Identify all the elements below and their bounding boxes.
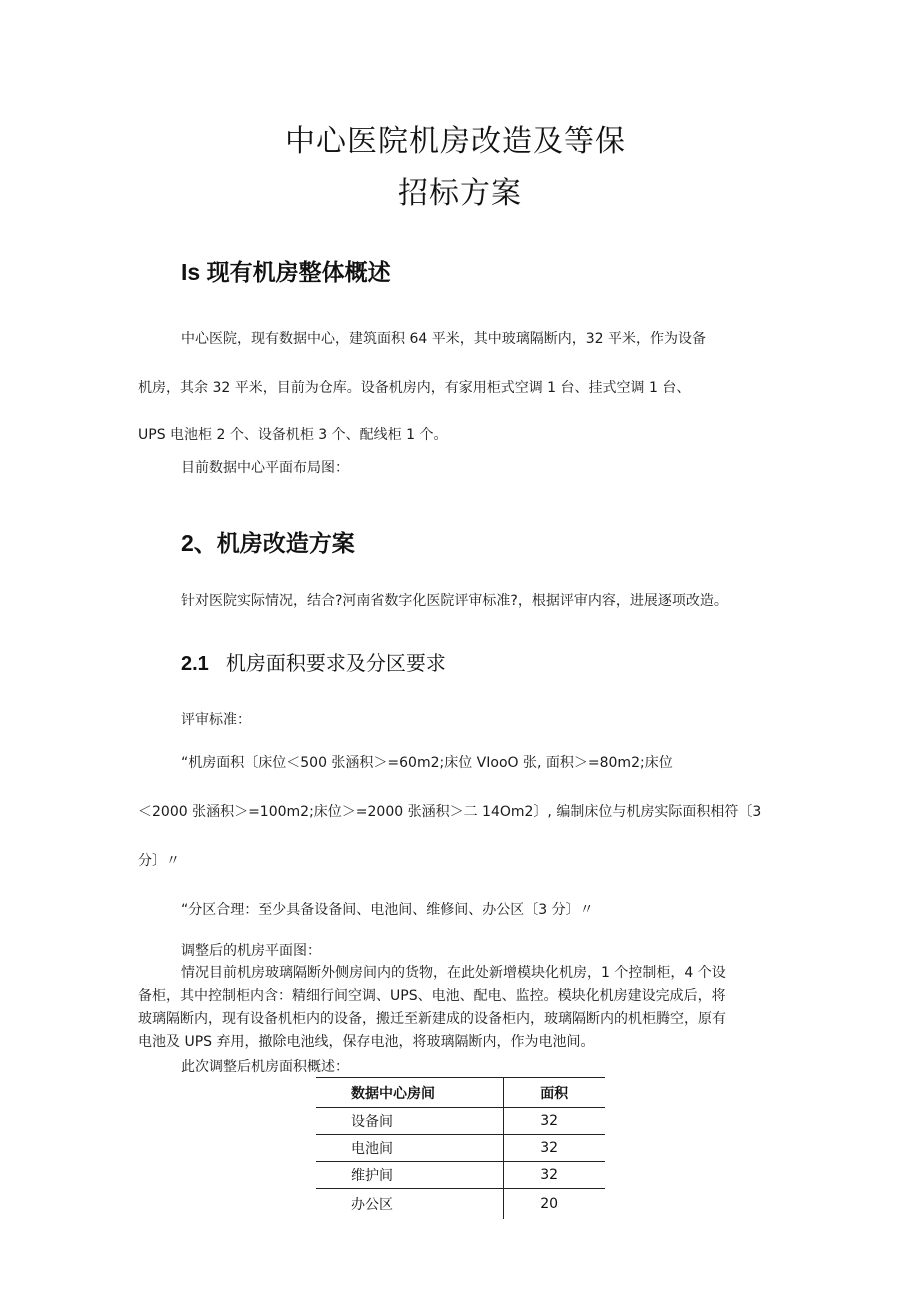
- section-2-1-heading: [181, 647, 446, 676]
- paragraph-line: 机房，其余 32 平米，目前为仓库。设备机房内，有家用柜式空调 1 台、挂式空调 1 台、: [138, 380, 691, 396]
- table-row: [316, 1135, 605, 1162]
- doc-title-line2: 招标方案: [398, 176, 522, 211]
- section-number: 2.1: [181, 653, 209, 675]
- paragraph-line: 针对医院实际情况，结合?河南省数字化医院评审标准?，根据评审内容，进展逐项改造。: [181, 593, 728, 609]
- table-row: [316, 1162, 605, 1189]
- table-header-cell: 数据中心房间: [316, 1078, 504, 1108]
- table-row: [316, 1189, 605, 1220]
- table-cell: 32: [504, 1108, 605, 1135]
- quote-line: “机房面积〔床位＜500 张涵积＞=60m2;床位 VIooO 张, 面积＞=80m2;床位: [181, 755, 673, 771]
- quote-line: 分〕〃: [138, 853, 180, 869]
- doc-title-line1: 中心医院机房改造及等保: [285, 124, 626, 159]
- table-row: [316, 1108, 605, 1135]
- table-cell: 20: [540, 1196, 559, 1212]
- quote-line: “分区合理：至少具备设备间、电池间、维修间、办公区〔3 分〕〃: [181, 902, 594, 918]
- table-cell: 32: [504, 1135, 605, 1162]
- paragraph-line: 玻璃隔断内，现有设备机柜内的设备，搬迁至新建成的设备柜内，玻璃隔断内的机柜腾空，原有: [138, 1011, 726, 1027]
- paragraph-line: 此次调整后机房面积概述：: [181, 1059, 349, 1075]
- adjusted-plan-label: 调整后的机房平面图：: [181, 943, 321, 959]
- section-2-heading: 2、机房改造方案: [181, 530, 355, 556]
- table-cell: 设备间: [316, 1108, 504, 1135]
- table-header-cell: 面积: [504, 1078, 605, 1108]
- table-cell: 32: [504, 1162, 605, 1189]
- paragraph-line: 目前数据中心平面布局图：: [181, 460, 349, 476]
- table-cell: 办公区: [316, 1189, 504, 1220]
- quote-line: ＜2000 张涵积＞=100m2;床位＞=2000 张涵积＞二 14Om2〕, 编制床位与机房实际面积相符〔3: [138, 804, 762, 820]
- table-cell: 维护间: [316, 1162, 504, 1189]
- paragraph-line: 备柜，其中控制柜内含：精细行间空调、UPS、电池、配电、监控。模块化机房建设完成后，将: [138, 988, 726, 1004]
- section-title: 机房面积要求及分区要求: [225, 651, 446, 675]
- paragraph-line: 电池及 UPS 弃用，撤除电池线，保存电池，将玻璃隔断内，作为电池间。: [138, 1034, 595, 1050]
- room-area-table: [316, 1077, 605, 1219]
- paragraph-line: UPS 电池柜 2 个、设备机柜 3 个、配线柜 1 个。: [138, 427, 448, 443]
- paragraph-line: 情况目前机房玻璃隔断外侧房间内的货物，在此处新增模块化机房，1 个控制柜，4 个设: [181, 965, 726, 981]
- table-header-row: [316, 1078, 605, 1108]
- review-standard-label: 评审标准：: [181, 712, 251, 728]
- table-cell: 电池间: [316, 1135, 504, 1162]
- paragraph-block: [138, 962, 798, 1054]
- section-1-heading: Is 现有机房整体概述: [181, 259, 391, 285]
- paragraph-line: 中心医院，现有数据中心，建筑面积 64 平米，其中玻璃隔断内，32 平米，作为设备: [181, 331, 706, 347]
